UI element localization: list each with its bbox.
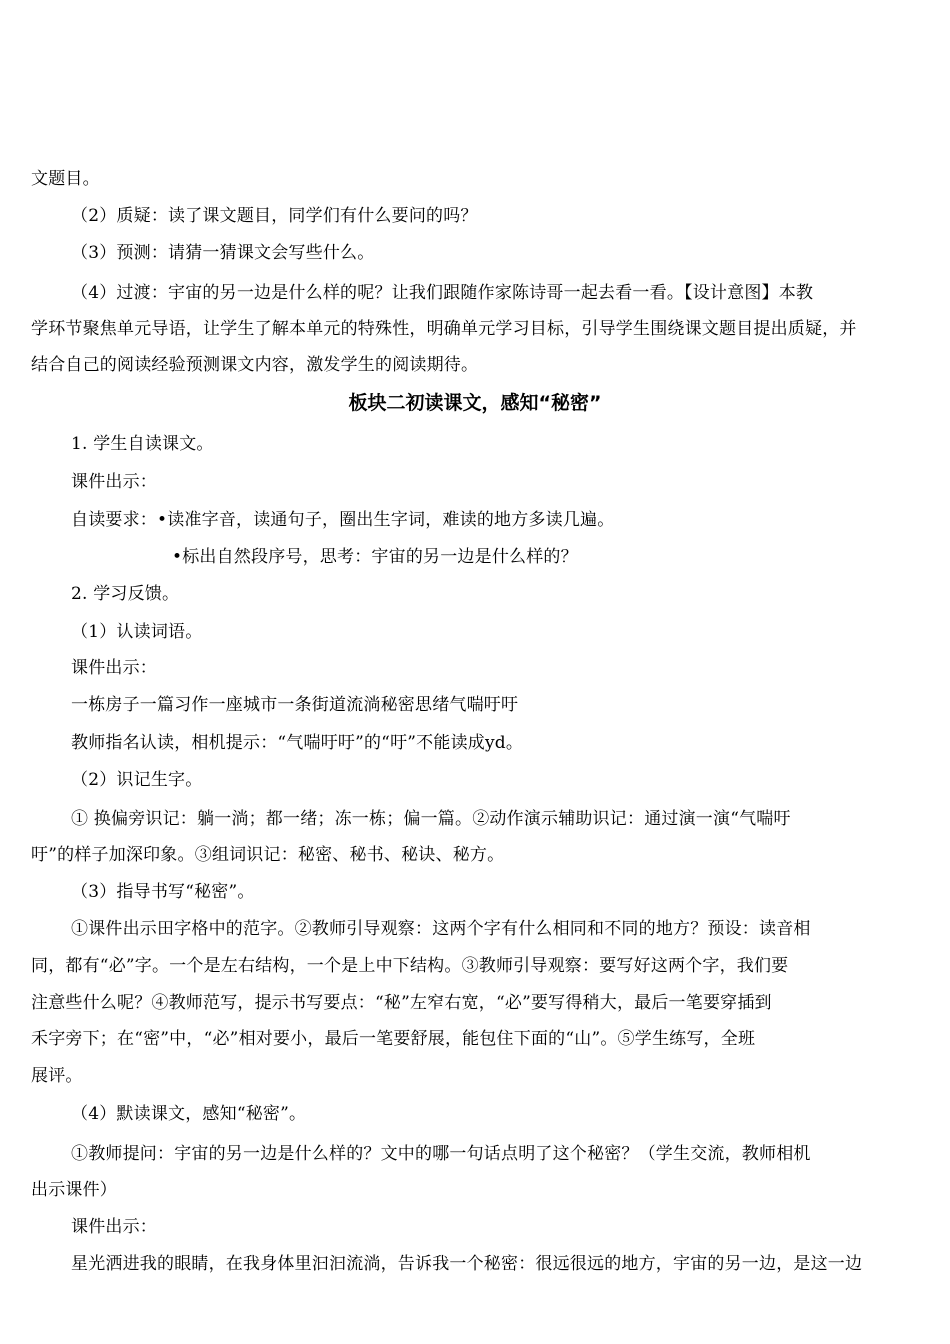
text-line: （4）默读课文，感知“秘密”。 <box>71 1104 307 1124</box>
text-line: 文题目。 <box>31 169 100 189</box>
text-line: 教师指名认读，相机提示：“气喘吁吁”的“吁”不能读成yd。 <box>71 733 524 753</box>
section-heading: 板块二初读课文，感知“秘密” <box>348 392 602 414</box>
text-line: •标出自然段序号，思考：宇宙的另一边是什么样的？ <box>172 547 578 567</box>
text-line: （4）过渡：宇宙的另一边是什么样的呢？让我们跟随作家陈诗哥一起去看一看。【设计意图】本教 <box>71 283 814 303</box>
text-line: （3）预测：请猜一猜课文会写些什么。 <box>71 243 375 263</box>
text-line: 注意些什么呢？④教师范写，提示书写要点：“秘”左窄右宽，“必”要写得稍大，最后一笔要穿插到 <box>31 993 772 1013</box>
text-line: ① 换偏旁识记：躺一淌；都一绪；冻一栋；偏一篇。②动作演示辅助识记：通过演一演“气喘吁 <box>71 809 791 829</box>
text-line: 课件出示： <box>71 658 157 678</box>
text-line: 出示课件） <box>31 1180 117 1200</box>
text-line: 展评。 <box>31 1066 83 1086</box>
text-line: 禾字旁下；在“密”中，“必”相对要小，最后一笔要舒展，能包住下面的“山”。⑤学生练写，全班 <box>31 1029 756 1049</box>
text-line: （2）质疑：读了课文题目，同学们有什么要问的吗？ <box>71 206 478 226</box>
text-line: （3）指导书写“秘密”。 <box>71 882 255 902</box>
text-line: 课件出示： <box>71 472 157 492</box>
text-line: ①课件出示田字格中的范字。②教师引导观察：这两个字有什么相同和不同的地方？预设：读音相 <box>71 919 811 939</box>
text-line: （1）认读词语。 <box>71 622 203 642</box>
text-line: 自读要求：•读准字音，读通句子，圈出生字词，难读的地方多读几遍。 <box>71 510 615 530</box>
text-line: 一栋房子一篇习作一座城市一条街道流淌秘密思绪气喘吁吁 <box>71 695 519 715</box>
text-line: 课件出示： <box>71 1217 157 1237</box>
text-line: 星光洒进我的眼睛，在我身体里汩汩流淌，告诉我一个秘密：很远很远的地方，宇宙的另一边，是这一边 <box>71 1254 863 1274</box>
text-line: 学环节聚焦单元导语，让学生了解本单元的特殊性，明确单元学习目标，引导学生围绕课文题目提出质疑，并 <box>31 319 857 339</box>
text-line: 2. 学习反馈。 <box>71 584 180 604</box>
text-line: 结合自己的阅读经验预测课文内容，激发学生的阅读期待。 <box>31 355 479 375</box>
text-line: 吁”的样子加深印象。③组词识记：秘密、秘书、秘诀、秘方。 <box>31 845 505 865</box>
text-line: 同，都有“必”字。一个是左右结构，一个是上中下结构。③教师引导观察：要写好这两个字，我们要 <box>31 956 789 976</box>
text-line: （2）识记生字。 <box>71 770 203 790</box>
text-line: ①教师提问：宇宙的另一边是什么样的？文中的哪一句话点明了这个秘密？（学生交流，教师相机 <box>71 1144 811 1164</box>
text-line: 1. 学生自读课文。 <box>71 434 214 454</box>
